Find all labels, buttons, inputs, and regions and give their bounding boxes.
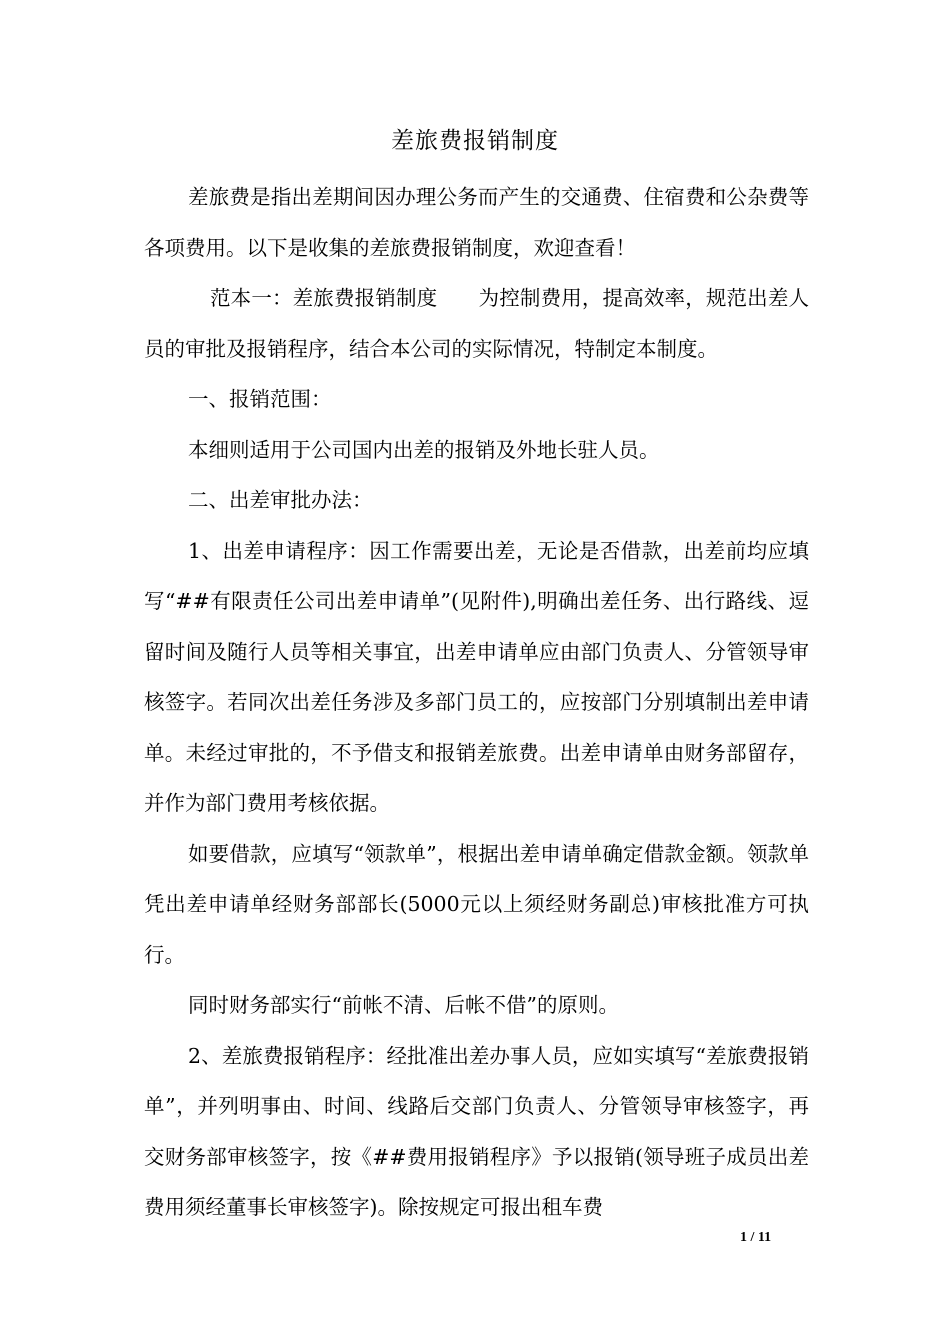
loan-principle-paragraph: 同时财务部实行“前帐不清、后帐不借”的原则。: [188, 993, 619, 1017]
document-title: 差旅费报销制度: [391, 128, 559, 154]
section-heading-approval: 二、出差审批办法：: [188, 488, 373, 512]
document-body: [144, 172, 809, 1233]
scope-paragraph: 本细则适用于公司国内出差的报销及外地长驻人员。: [188, 437, 660, 462]
loan-paragraph: 如要借款，应填写“领款单”，根据出差申请单确定借款金额。领款单凭出差申请单经财务部部长(5000元以上须经财务副总)审核批准方可执行。: [144, 841, 809, 967]
section-heading-scope: 一、报销范围：: [188, 387, 332, 411]
template-one-paragraph: 范本一：差旅费报销制度 为控制费用，提高效率，规范出差人员的审批及报销程序，结合本公司的实际情况，特制定本制度。: [144, 286, 809, 361]
travel-application-paragraph: 1、出差申请程序：因工作需要出差，无论是否借款，出差前均应填写“##有限责任公司出差申请单”(见附件),明确出差任务、出行路线、逗留时间及随行人员等相关事宜，出差申请单应由部门负责人、分管领导审核签字。若同次出差任务涉及多部门员工的，应按部门分别填制出差申请单。未经过审批的，不予借支和报销差旅费。出差申请单由财务部留存，并作为部门费用考核依据。: [144, 538, 809, 815]
reimbursement-procedure-paragraph: 2、差旅费报销程序：经批准出差办事人员，应如实填写“差旅费报销单”，并列明事由、时间、线路后交部门负责人、分管领导审核签字，再交财务部审核签字，按《##费用报销程序》予以报销(领导班子成员出差费用须经董事长审核签字)。除按规定可报出租车费: [144, 1043, 809, 1219]
page-number: 1 / 11: [740, 1230, 772, 1245]
intro-paragraph: 差旅费是指出差期间因办理公务而产生的交通费、住宿费和公杂费等各项费用。以下是收集的差旅费报销制度，欢迎查看！: [144, 185, 809, 260]
